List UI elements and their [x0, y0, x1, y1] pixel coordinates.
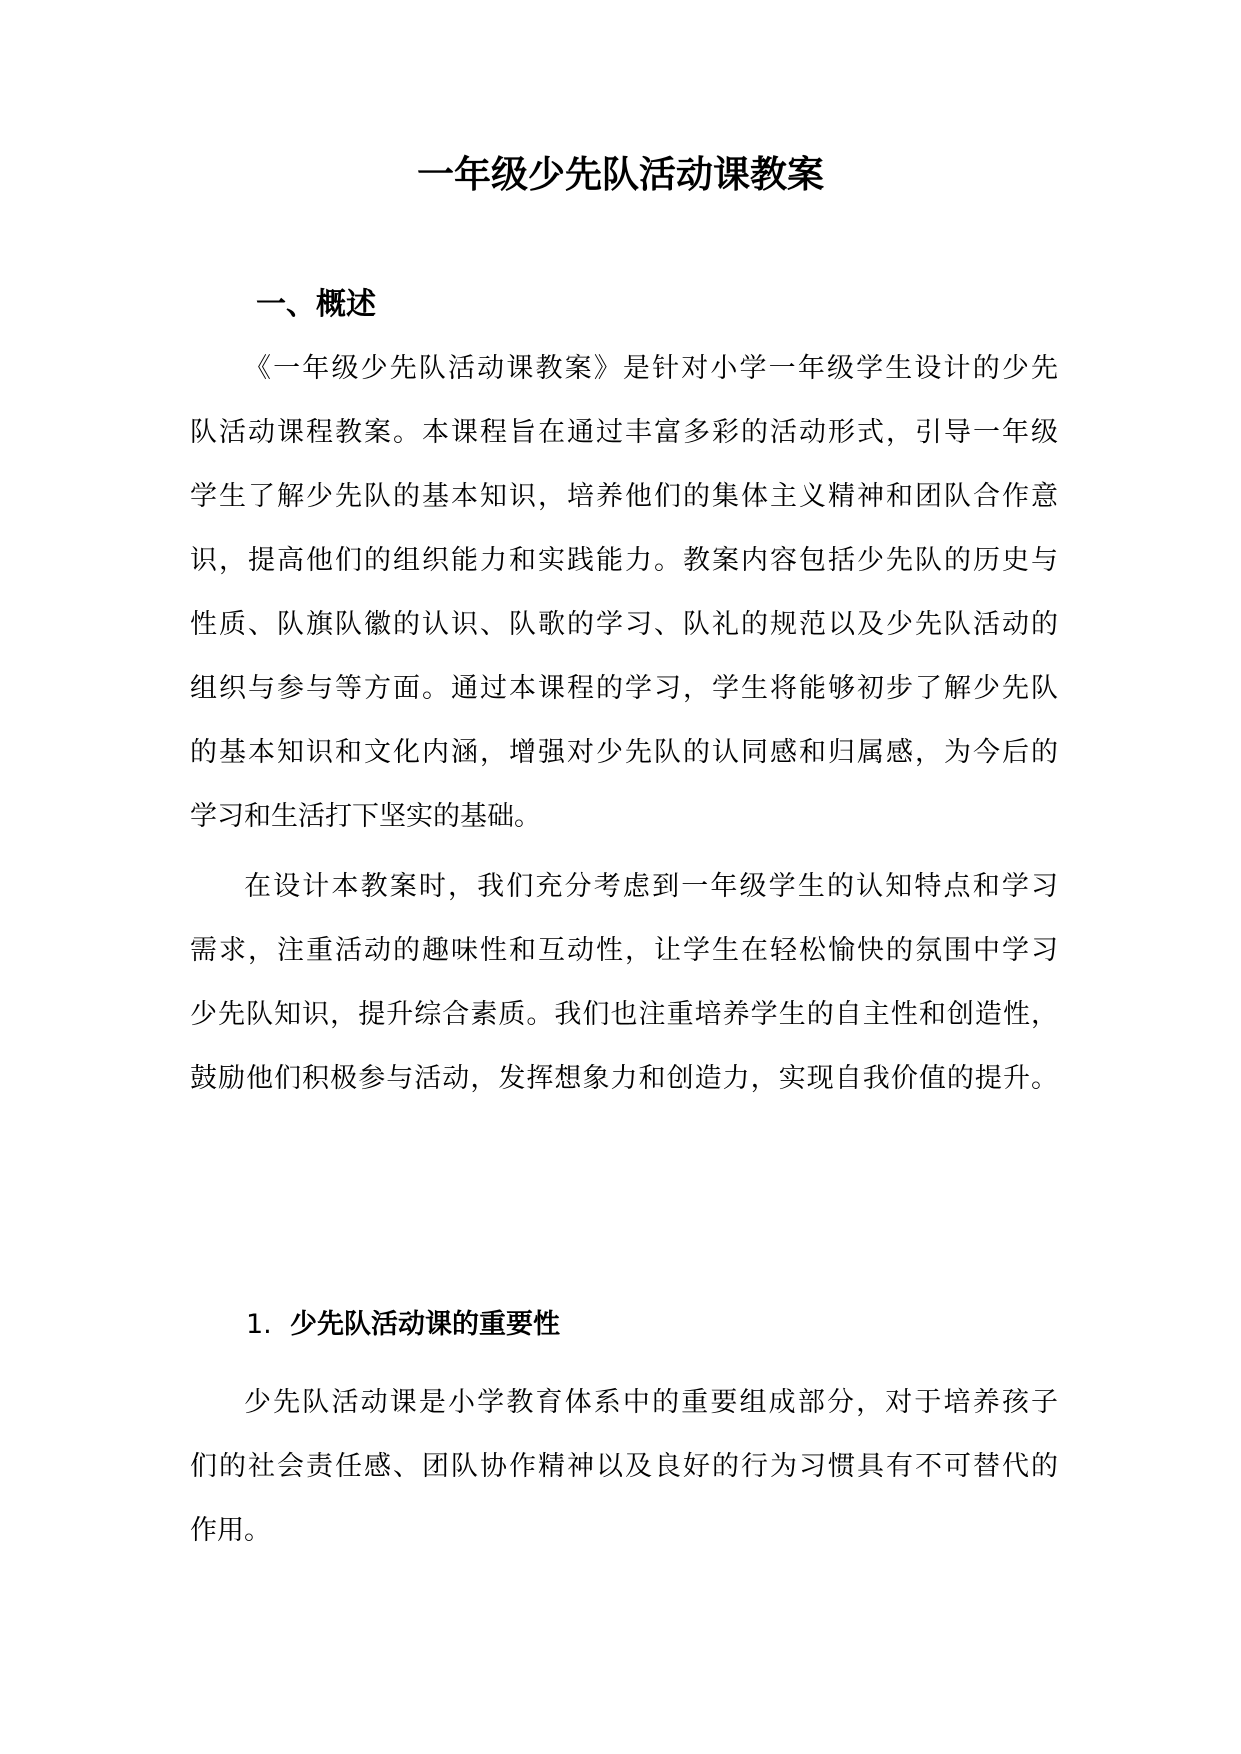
subsection-number: 1.	[246, 1309, 272, 1340]
paragraph-line: 识，提高他们的组织能力和实践能力。教案内容包括少先队的历史与	[190, 545, 1058, 576]
paragraph-line: 需求，注重活动的趣味性和互动性，让学生在轻松愉快的氛围中学习	[190, 935, 1058, 966]
paragraph-line: 性质、队旗队徽的认识、队歌的学习、队礼的规范以及少先队活动的	[190, 609, 1058, 640]
document-title: 一年级少先队活动课教案	[417, 153, 824, 196]
paragraph-line: 在设计本教案时，我们充分考虑到一年级学生的认知特点和学习	[244, 871, 1058, 902]
paragraph-line: 学生了解少先队的基本知识，培养他们的集体主义精神和团队合作意	[190, 481, 1058, 512]
overview-paragraph-2	[190, 855, 1058, 1111]
paragraph-line: 们的社会责任感、团队协作精神以及良好的行为习惯具有不可替代的	[190, 1451, 1058, 1482]
section-heading-overview: 一、概述	[256, 287, 376, 322]
paragraph-line: 《一年级少先队活动课教案》是针对小学一年级学生设计的少先	[244, 353, 1058, 384]
paragraph-line: 队活动课程教案。本课程旨在通过丰富多彩的活动形式，引导一年级	[190, 417, 1058, 448]
paragraph-line: 鼓励他们积极参与活动，发挥想象力和创造力，实现自我价值的提升。	[190, 1063, 1058, 1094]
paragraph-line: 的基本知识和文化内涵，增强对少先队的认同感和归属感，为今后的	[190, 737, 1058, 768]
subsection-heading-importance	[246, 1305, 560, 1345]
paragraph-line: 少先队知识，提升综合素质。我们也注重培养学生的自主性和创造性，	[190, 999, 1058, 1030]
paragraph-line: 组织与参与等方面。通过本课程的学习，学生将能够初步了解少先队	[190, 673, 1058, 704]
importance-paragraph	[190, 1371, 1058, 1563]
paragraph-line: 作用。	[190, 1515, 271, 1546]
paragraph-line: 学习和生活打下坚实的基础。	[190, 801, 541, 832]
subsection-title: 少先队活动课的重要性	[290, 1309, 560, 1340]
paragraph-line: 少先队活动课是小学教育体系中的重要组成部分，对于培养孩子	[244, 1387, 1058, 1418]
overview-paragraph-1	[190, 337, 1058, 849]
